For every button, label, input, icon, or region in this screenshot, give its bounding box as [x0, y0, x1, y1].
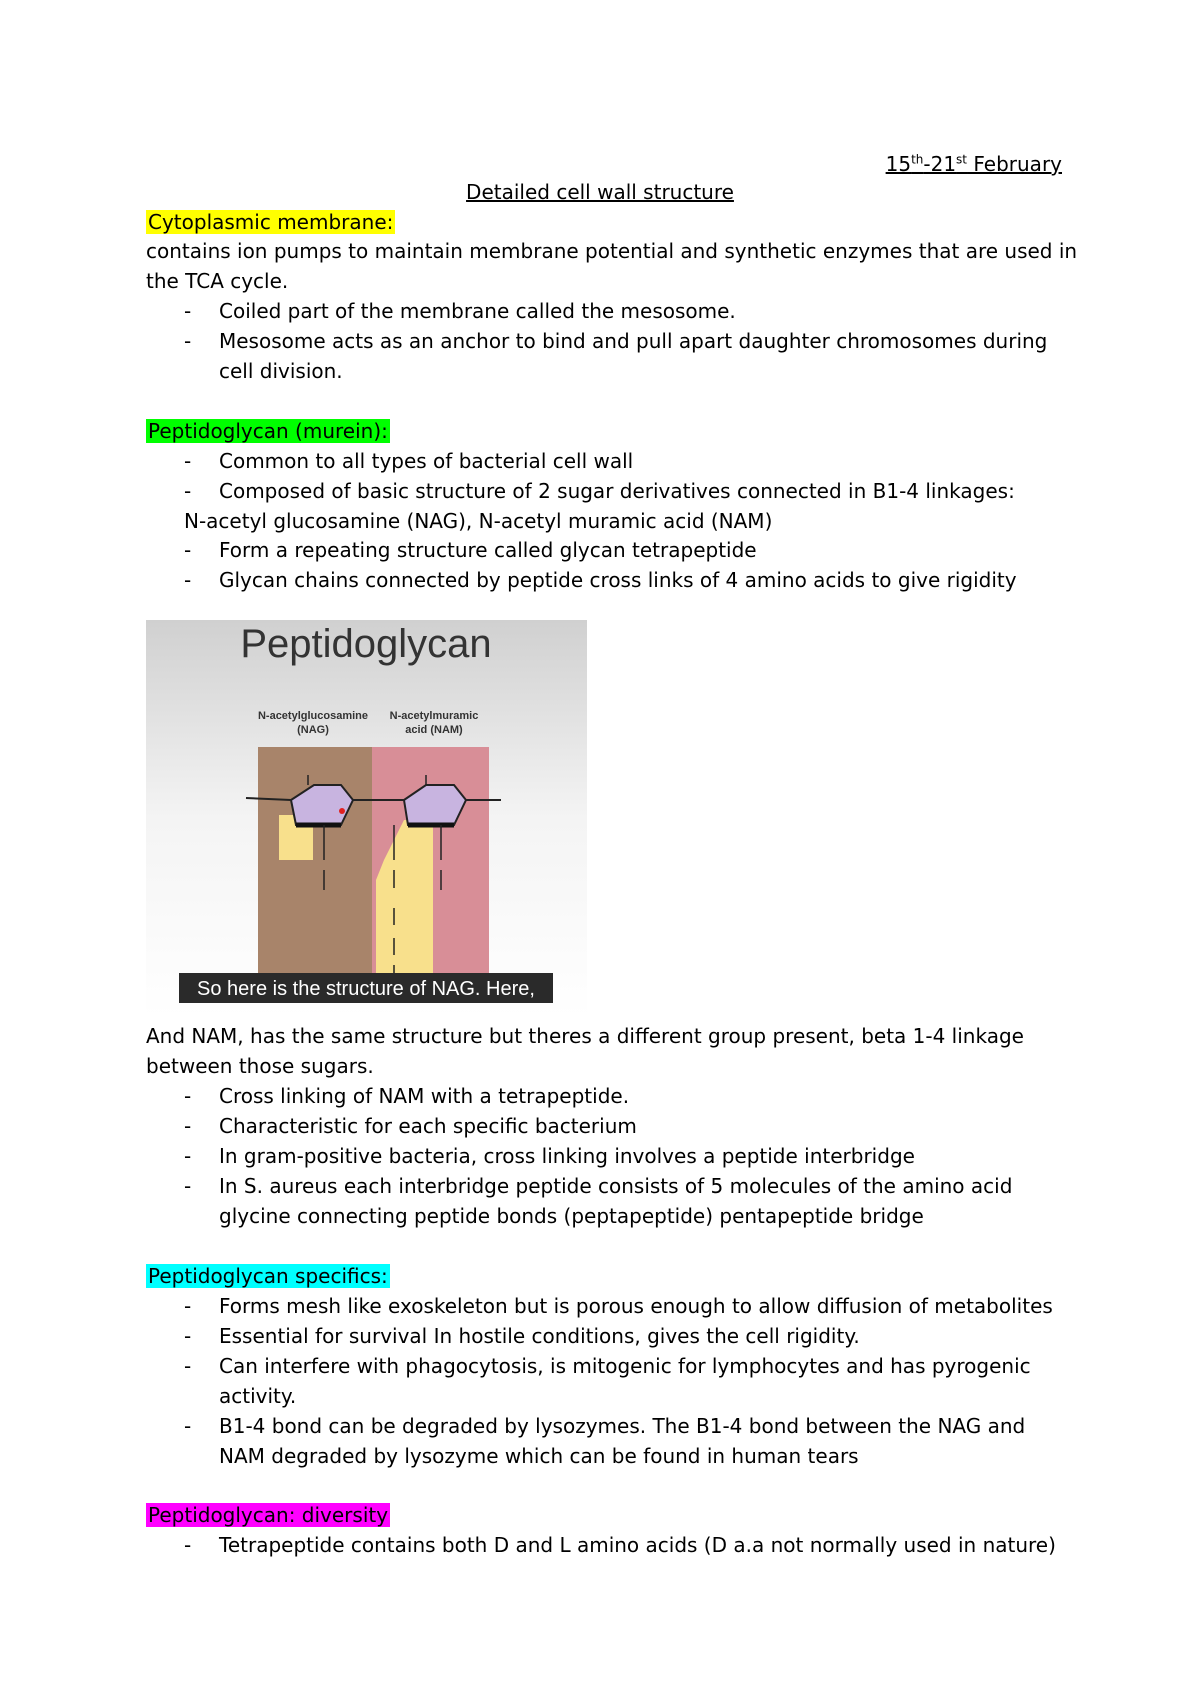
bullet-text: Can interfere with phagocytosis, is mitogenic for lymphocytes and has pyrogenic [219, 1354, 1031, 1378]
nag-label-line2: (NAG) [297, 724, 329, 736]
video-caption: So here is the structure of NAG. Here, [197, 978, 535, 1000]
dash-bullet: - [184, 568, 192, 592]
page-title [0, 177, 1200, 207]
paragraph-line: contains ion pumps to maintain membrane potential and synthetic enzymes that are used in [146, 239, 1078, 263]
section-heading-diversity [146, 1500, 390, 1530]
bullet-text: In gram-positive bacteria, cross linking involves a peptide interbridge [219, 1144, 915, 1168]
section-heading-peptidoglycan [146, 416, 390, 446]
date-day-start: 15 [885, 152, 912, 176]
dash-bullet: - [184, 538, 192, 562]
bullet-text: Forms mesh like exoskeleton but is porous enough to allow diffusion of metabolites [219, 1294, 1053, 1318]
bullet-text: Form a repeating structure called glycan tetrapeptide [219, 538, 757, 562]
peptidoglycan-diagram [146, 620, 587, 1017]
bullet-text: activity. [219, 1384, 297, 1408]
paragraph-line: N-acetyl glucosamine (NAG), N-acetyl muramic acid (NAM) [184, 509, 773, 533]
paragraph-line: And NAM, has the same structure but theres a different group present, beta 1-4 linkage [146, 1024, 1024, 1048]
date-line [886, 149, 1062, 179]
bullet-text: Essential for survival In hostile conditions, gives the cell rigidity. [219, 1324, 860, 1348]
nam-label-line1: N-acetylmuramic [389, 710, 479, 722]
heading-highlight: Peptidoglycan: diversity [148, 1503, 389, 1527]
bullet-text: Composed of basic structure of 2 sugar derivatives connected in B1-4 linkages: [219, 479, 1015, 503]
dash-bullet: - [184, 1533, 192, 1557]
figure-title: Peptidoglycan [240, 622, 492, 666]
dash-bullet: - [184, 1144, 192, 1168]
dash-bullet: - [184, 1294, 192, 1318]
heading-highlight: Cytoplasmic membrane: [148, 210, 394, 234]
section-heading-cytoplasmic [146, 207, 395, 237]
peptidoglycan-figure [146, 620, 587, 1017]
heading-highlight: Peptidoglycan (murein): [148, 419, 388, 443]
paragraph-line: the TCA cycle. [146, 269, 289, 293]
nam-label-line2: acid (NAM) [405, 724, 463, 736]
page-title-text: Detailed cell wall structure [466, 180, 734, 204]
bullet-text: Glycan chains connected by peptide cross links of 4 amino acids to give rigidity [219, 568, 1017, 592]
dash-bullet: - [184, 1084, 192, 1108]
bullet-text: Characteristic for each specific bacterium [219, 1114, 637, 1138]
dash-bullet: - [184, 1414, 192, 1438]
section-heading-specifics [146, 1261, 390, 1291]
nag-label-line1: N-acetylglucosamine [257, 710, 369, 722]
date-day-end: -21 [923, 152, 957, 176]
bullet-text: B1-4 bond can be degraded by lysozymes. The B1-4 bond between the NAG and [219, 1414, 1026, 1438]
dash-bullet: - [184, 479, 192, 503]
date-suffix-st: st [956, 152, 968, 167]
bullet-text: Cross linking of NAM with a tetrapeptide. [219, 1084, 630, 1108]
bullet-text: Mesosome acts as an anchor to bind and pull apart daughter chromosomes during [219, 329, 1048, 353]
red-marker-dot [339, 808, 345, 814]
bullet-text: cell division. [219, 359, 343, 383]
dash-bullet: - [184, 1354, 192, 1378]
dash-bullet: - [184, 299, 192, 323]
dash-bullet: - [184, 449, 192, 473]
bullet-text: Tetrapeptide contains both D and L amino acids (D a.a not normally used in nature) [219, 1533, 1056, 1557]
date-month: February [967, 152, 1062, 176]
dash-bullet: - [184, 1324, 192, 1348]
paragraph-line: between those sugars. [146, 1054, 374, 1078]
bullet-text: glycine connecting peptide bonds (peptapeptide) pentapeptide bridge [219, 1204, 924, 1228]
bullet-text: NAM degraded by lysozyme which can be found in human tears [219, 1444, 859, 1468]
heading-highlight: Peptidoglycan specifics: [148, 1264, 388, 1288]
bullet-text: Coiled part of the membrane called the mesosome. [219, 299, 736, 323]
dash-bullet: - [184, 329, 192, 353]
bullet-text: Common to all types of bacterial cell wall [219, 449, 634, 473]
bullet-text: In S. aureus each interbridge peptide consists of 5 molecules of the amino acid [219, 1174, 1013, 1198]
dash-bullet: - [184, 1114, 192, 1138]
dash-bullet: - [184, 1174, 192, 1198]
date-suffix-th: th [911, 152, 924, 167]
